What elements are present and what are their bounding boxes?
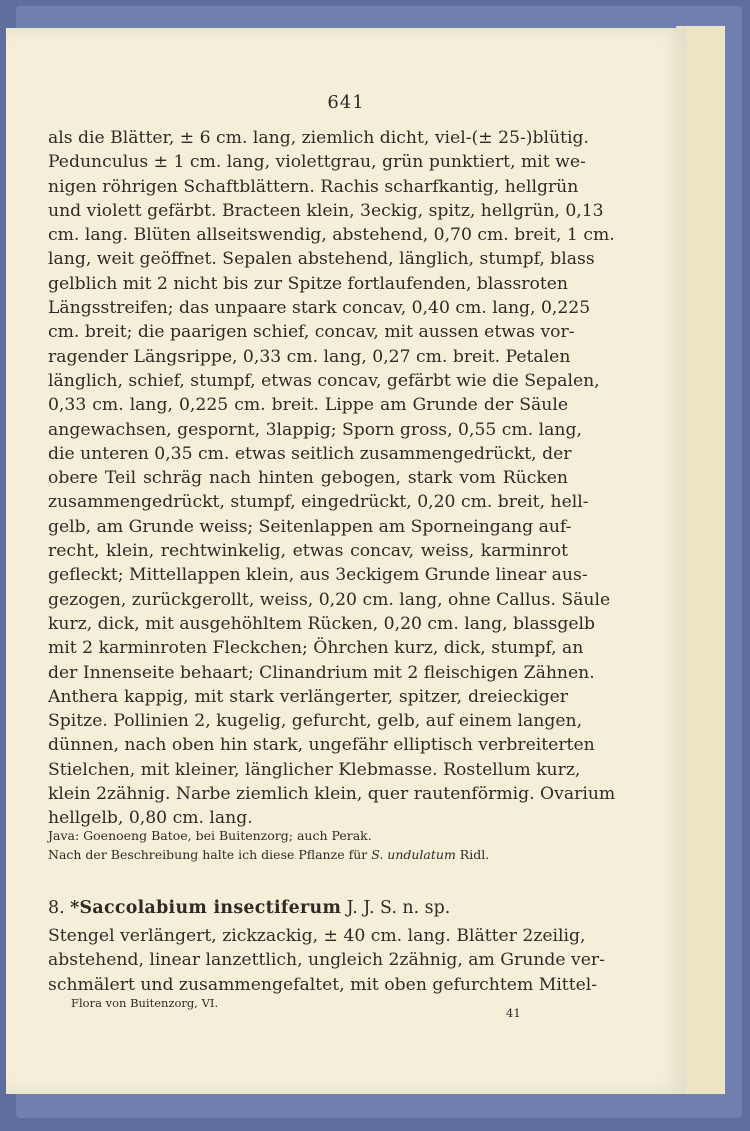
- text-line: der Innenseite behaart; Clinandrium mit 2 fleischigen Zähnen.: [48, 662, 595, 683]
- text-line: zusammengedrückt, stumpf, eingedrückt, 0,20 cm. breit, hell-: [48, 492, 589, 513]
- text-line: gezogen, zurückgerollt, weiss, 0,20 cm. lang, ohne Callus. Säule: [48, 589, 611, 610]
- text-line: länglich, schief, stumpf, etwas concav, gefärbt wie die Sepalen,: [48, 370, 600, 391]
- text-line: die unteren 0,35 cm. etwas seitlich zusammengedrückt, der: [48, 443, 572, 464]
- text-line: Stengel verlängert, zickzackig, ± 40 cm. lang. Blätter 2zeilig,: [48, 926, 586, 946]
- notes: [48, 826, 568, 864]
- text-line: nigen röhrigen Schaftblättern. Rachis scharfkantig, hellgrün: [48, 176, 579, 197]
- text-line: hellgelb, 0,80 cm. lang.: [48, 808, 253, 829]
- book-page: [6, 28, 686, 1094]
- text-line: angewachsen, gespornt, 3lappig; Sporn gross, 0,55 cm. lang,: [48, 419, 582, 440]
- footer-title: Flora von Buitenzorg, VI.: [71, 996, 219, 1010]
- signature-number: 41: [506, 1006, 521, 1020]
- text-line: obere Teil schräg nach hinten gebogen, stark vom Rücken: [48, 468, 568, 489]
- text-line: mit 2 karminroten Fleckchen; Öhrchen kurz, dick, stumpf, an: [48, 638, 584, 659]
- text-line: gelblich mit 2 nicht bis zur Spitze fortlaufenden, blassroten: [48, 273, 568, 294]
- text-line: und violett gefärbt. Bracteen klein, 3eckig, spitz, hellgrün, 0,13: [48, 200, 604, 221]
- text-line: Stielchen, mit kleiner, länglicher Klebmasse. Rostellum kurz,: [48, 759, 581, 780]
- text-line: gefleckt; Mittellappen klein, aus 3eckigem Grunde linear aus-: [48, 565, 588, 586]
- text-line: schmälert und zusammengefaltet, mit oben gefurchtem Mittel-: [48, 974, 598, 995]
- locality-note: Java: Goenoeng Batoe, bei Buitenzorg; auch Perak.: [48, 828, 372, 843]
- species-description: [48, 924, 605, 997]
- text-line: Pedunculus ± 1 cm. lang, violettgrau, grün punktiert, mit we-: [48, 152, 586, 173]
- description-paragraph: [48, 126, 616, 831]
- identification-note: Nach der Beschreibung halte ich diese Pflanze für S. undulatum Ridl.: [48, 847, 490, 862]
- text-line: ragender Längsrippe, 0,33 cm. lang, 0,27 cm. breit. Petalen: [48, 346, 571, 367]
- text-line: dünnen, nach oben hin stark, ungefähr elliptisch verbreiterten: [48, 735, 595, 756]
- species-title: *Saccolabium insectiferum: [70, 898, 342, 918]
- text-line: gelb, am Grunde weiss; Seitenlappen am Sporneingang auf-: [48, 516, 572, 537]
- text-line: klein 2zähnig. Narbe ziemlich klein, quer rautenförmig. Ovarium: [48, 784, 616, 805]
- text-line: Längsstreifen; das unpaare stark concav, 0,40 cm. lang, 0,225: [48, 298, 591, 319]
- species-name: S. undulatum: [371, 847, 456, 862]
- text-line: abstehend, linear lanzettlich, ungleich 2zähnig, am Grunde ver-: [48, 950, 605, 971]
- text-line: cm. breit; die paarigen schief, concav, mit aussen etwas vor-: [48, 322, 575, 343]
- text-line: kurz, dick, mit ausgehöhltem Rücken, 0,20 cm. lang, blassgelb: [48, 613, 596, 634]
- text-line: Spitze. Pollinien 2, kugelig, gefurcht, gelb, auf einem langen,: [48, 711, 583, 732]
- text-line: 0,33 cm. lang, 0,225 cm. breit. Lippe am Grunde der Säule: [48, 395, 568, 416]
- text-line: cm. lang. Blüten allseitswendig, abstehend, 0,70 cm. breit, 1 cm.: [48, 225, 615, 246]
- text-line: als die Blätter, ± 6 cm. lang, ziemlich dicht, viel-(± 25-)blütig.: [48, 128, 589, 148]
- text-line: recht, klein, rechtwinkelig, etwas concav, weiss, karminrot: [48, 541, 568, 562]
- species-heading: 8. *Saccolabium insectiferum J. J. S. n. sp.: [48, 898, 451, 918]
- page-number: 641: [327, 92, 365, 113]
- text-line: Anthera kappig, mit stark verlängerter, spitzer, dreieckiger: [48, 686, 568, 707]
- text-line: lang, weit geöffnet. Sepalen abstehend, länglich, stumpf, blass: [48, 249, 595, 270]
